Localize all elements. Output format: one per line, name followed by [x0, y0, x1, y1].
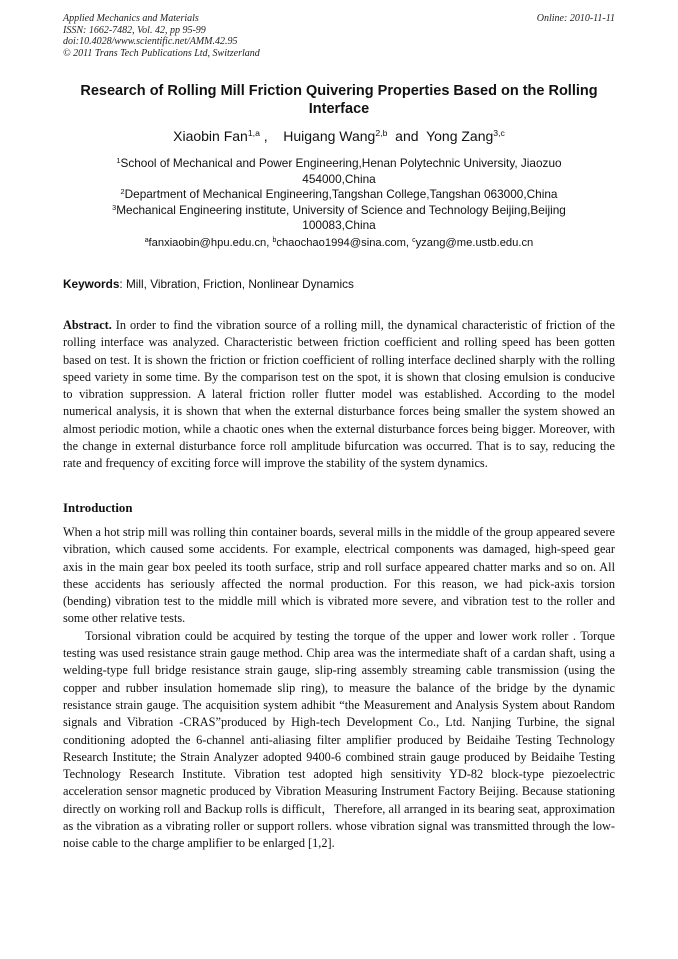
affiliation-text: Department of Mechanical Engineering,Tangshan College,Tangshan 063000,China: [124, 187, 558, 202]
author-name: Yong Zang: [426, 128, 494, 144]
email-marker: a: [144, 237, 149, 245]
abstract-text: In order to find the vibration source of a rolling mill, the dynamical characteristic of friction of the rolling interface was analyzed. Characteristic between friction coefficient and rolling speed has been gotten based on test. It is shown the friction or friction coefficient of rolling interface declined sharply with the rolling speed variety in some time. By the comparison test on the spot, it is shown that closing emulsion is conducive to vibration suppression. A lateral friction roller flutter model was established. According to the model numerical analysis, it is shown that when the external disturbance forces being smaller the system showed an almost periodic motion, while a chaotic ones when the external disturbance forces being bigger. Moreover, with the change in external disturbance force roll amplitude bifurcation was occurred. That is to say, reducing the rate and frequency of exciting force will improve the stability of the system dynamics.: [63, 318, 615, 471]
affiliation: [90, 156, 588, 187]
affiliation-marker: 3: [112, 202, 117, 212]
doi-line: doi:10.4028/www.scientific.net/AMM.42.95: [63, 36, 238, 47]
introduction-body: [63, 524, 615, 853]
online-date: Online: 2010-11-11: [536, 13, 615, 24]
email-list: [63, 236, 615, 250]
author-separator: and: [387, 128, 423, 144]
abstract-label: Abstract.: [63, 318, 112, 332]
email-address: yzang@me.ustb.edu.cn: [415, 237, 534, 249]
email-marker: c: [412, 237, 416, 245]
keywords-label: Keywords: [63, 277, 120, 291]
author-name: Huigang Wang: [283, 128, 376, 144]
section-heading-introduction: Introduction: [63, 501, 133, 515]
author-name: Xiaobin Fan: [173, 128, 248, 144]
paragraph: When a hot strip mill was rolling thin container boards, several mills in the middle of the group appeared severe vibration, which caused some accidents. For example, electrical components was damaged, high-speed gear axis in the main gear box peeled its tooth surface, strip and roll surface appeared chatter marks and so on. All these accidents has seriously affected the normal production. For this reason, we had pick-axis torsion (bending) vibration test to the middle mill which is vibrated more severe, and vibration test to the roller and some other relative tests.: [63, 525, 615, 626]
affiliation-marker: 2: [120, 187, 125, 197]
journal-header: [63, 13, 615, 59]
affiliation: [90, 187, 588, 203]
author-affil-marker: 1,a: [247, 128, 260, 139]
affiliation-text: School of Mechanical and Power Engineering,Henan Polytechnic University, Jiaozuo 454000,China: [120, 156, 562, 186]
affiliation-text: Mechanical Engineering institute, University of Science and Technology Beijing,Beijing 100083,China: [116, 202, 566, 233]
journal-name: Applied Mechanics and Materials: [63, 13, 199, 24]
abstract: [63, 317, 615, 473]
paragraph: Torsional vibration could be acquired by testing the torque of the upper and lower work roller . Torque testing was used resistance strain gauge method. Chip area was the intermediate shaft of a cardan shaft, using a welding-type full bridge resistance strain gauge, slip-ring assembly streaming cable transmission (using the copper and rubber insulation homemade slip ring), to measure the balance of the bridge by the dynamic resistance strain gauge. The acquisition system adhibit “the Measurement and Analysis System about Random signals and Vibration -CRAS”produced by High-tech Development Co., Ltd. Nanjing Turbine, the signal conditioning adopted the 6-channel anti-aliasing filter amplifier produced by Beidaihe Testing Technology Research Institute; the Strain Analyzer adopted 9400-6 combined strain gauge produced by Beidaihe Testing Technology Research Institute. Vibration test adopted high sensitivity YD-82 block-type piezoelectric acceleration sensor magnetic produced by Vibration Measuring Instrument Factory Beijing. Because stationing directly on working roll and Backup rolls is difficult，Therefore, all arranged in its bearing seat, approximation as the vibration as a vibrating roller or support rollers. whose vibration signal was transmitted through the low-noise cable to the charge amplifier to be enlarged [1,2].: [63, 628, 615, 851]
keywords-text: : Mill, Vibration, Friction, Nonlinear Dynamics: [119, 277, 354, 291]
email-marker: b: [272, 237, 277, 245]
affiliation-marker: 1: [116, 155, 121, 165]
keywords-line: [63, 277, 615, 292]
paper-title: Research of Rolling Mill Friction Quivering Properties Based on the Rolling Interface: [80, 83, 598, 117]
author-affil-marker: 2,b: [375, 128, 388, 139]
copyright-line: © 2011 Trans Tech Publications Ltd, Switzerland: [63, 47, 260, 59]
author-separator: ,: [259, 128, 280, 144]
author-affil-marker: 3,c: [493, 128, 505, 139]
issn-line: ISSN: 1662-7482, Vol. 42, pp 95-99: [63, 24, 206, 36]
email-address: chaochao1994@sina.com,: [276, 237, 413, 249]
email-address: fanxiaobin@hpu.edu.cn,: [148, 237, 273, 249]
affiliation-list: [90, 156, 588, 234]
author-list: [63, 127, 615, 145]
affiliation: [90, 203, 588, 234]
